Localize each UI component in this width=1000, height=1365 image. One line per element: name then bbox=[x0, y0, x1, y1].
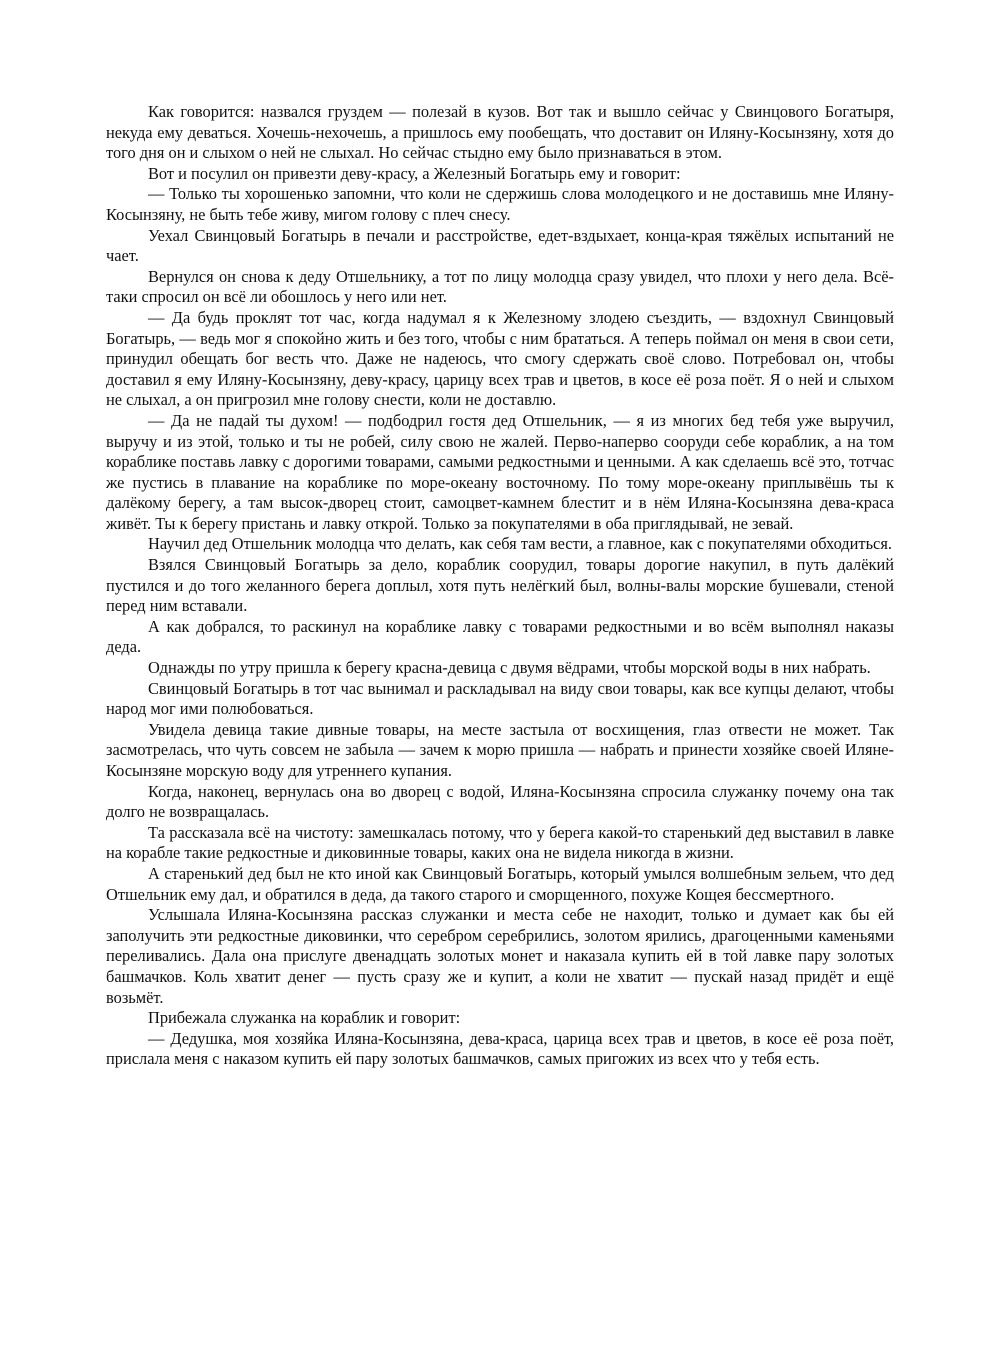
paragraph: А как добрался, то раскинул на кораблике лавку с товарами редкостными и во всём выполнял наказы деда. bbox=[106, 616, 894, 657]
paragraph: А старенький дед был не кто иной как Свинцовый Богатырь, который умылся волшебным зельем, что дед Отшельник ему дал, и обратился в деда, да такого старого и сморщенного, похуже Кощея бессмертного. bbox=[106, 863, 894, 904]
document-page bbox=[106, 102, 894, 1070]
paragraph: — Да не падай ты духом! — подбодрил гостя дед Отшельник, — я из многих бед тебя уже выручил, выручу и из этой, только и ты не робей, силу свою не жалей. Перво-наперво сооруди себе кораблик, а на том кораблике поставь лавку с дорогими товарами, самыми редкостными и ценными. А как сделаешь всё это, тотчас же пустись в плавание на кораблике по море-океану восточному. По тому море-океану приплывёшь ты к далёкому берегу, а там высок-дворец стоит, самоцвет-камнем блестит и в нём Иляна-Косынзяна дева-краса живёт. Ты к берегу пристань и лавку открой. Только за покупателями в оба приглядывай, не зевай. bbox=[106, 410, 894, 533]
paragraph: Однажды по утру пришла к берегу красна-девица с двумя вёдрами, чтобы морской воды в них набрать. bbox=[148, 658, 871, 678]
paragraph: Та рассказала всё на чистоту: замешкалась потому, что у берега какой-то старенький дед выставил в лавке на корабле такие редкостные и диковинные товары, каких она не видела никогда в жизни. bbox=[106, 822, 894, 863]
paragraph: Уехал Свинцовый Богатырь в печали и расстройстве, едет-вздыхает, конца-края тяжёлых испытаний не чает. bbox=[106, 225, 894, 266]
paragraph: Научил дед Отшельник молодца что делать, как себя там вести, а главное, как с покупателями обходиться. bbox=[148, 534, 892, 554]
paragraph: Вот и посулил он привезти деву-красу, а Железный Богатырь ему и говорит: bbox=[148, 163, 681, 183]
paragraph: Вернулся он снова к деду Отшельнику, а тот по лицу молодца сразу увидел, что плохи у него дела. Всё-таки спросил он всё ли обошлось у него или нет. bbox=[106, 266, 894, 307]
paragraph: Когда, наконец, вернулась она во дворец с водой, Иляна-Косынзяна спросила служанку почему она так долго не возвращалась. bbox=[106, 781, 894, 822]
paragraph: Услышала Иляна-Косынзяна рассказ служанки и места себе не находит, только и думает как бы ей заполучить эти редкостные диковинки, что серебром серебрились, золотом ярились, драгоценными каменьями переливались. Дала она прислуге двенадцать золотых монет и наказала купить ей в той лавке пару золотых башмачков. Коль хватит денег — пусть сразу же и купит, а коли не хватит — пускай назад придёт и ещё возьмёт. bbox=[106, 905, 894, 1007]
paragraph: — Дедушка, моя хозяйка Иляна-Косынзяна, дева-краса, царица всех трав и цветов, в косе её роза поёт, прислала меня с наказом купить ей пару золотых башмачков, самых пригожих из всех что у тебя есть. bbox=[106, 1028, 894, 1069]
paragraph: Как говорится: назвался груздем — полезай в кузов. Вот так и вышло сейчас у Свинцового Богатыря, некуда ему деваться. Хочешь-нехочешь, а пришлось ему пообещать, что доставит он Иляну-Косынзяну, хотя до того дня он и слыхом о ней не слыхал. Но сейчас стыдно ему было признаваться в этом. bbox=[106, 102, 894, 163]
paragraph: — Да будь проклят тот час, когда надумал я к Железному злодею съездить, — вздохнул Свинцовый Богатырь, — ведь мог я спокойно жить и без того, чтобы с ним брататься. А теперь поймал он меня в свои сети, принудил обещать бог весть что. Даже не надеюсь, что смогу сдержать своё слово. Потребовал он, чтобы доставил я ему Иляну-Косынзяну, деву-красу, царицу всех трав и цветов, в косе её роза поёт. Я о ней и слыхом не слыхал, а он пригрозил мне голову снести, коли не доставлю. bbox=[106, 307, 894, 410]
paragraph: Свинцовый Богатырь в тот час вынимал и раскладывал на виду свои товары, как все купцы делают, чтобы народ мог ими полюбоваться. bbox=[106, 678, 894, 719]
paragraph: Взялся Свинцовый Богатырь за дело, кораблик соорудил, товары дорогие накупил, в путь далёкий пустился и до того желанного берега доплыл, хотя путь нелёгкий был, волны-валы морские бушевали, стеной перед ним вставали. bbox=[106, 555, 894, 616]
paragraph: Прибежала служанка на кораблик и говорит: bbox=[148, 1008, 461, 1028]
paragraph: Увидела девица такие дивные товары, на месте застыла от восхищения, глаз отвести не может. Так засмотрелась, что чуть совсем не забыла — зачем к морю пришла — набрать и принести хозяйке своей Иляне-Косынзяне морскую воду для утреннего купания. bbox=[106, 719, 894, 780]
paragraph: — Только ты хорошенько запомни, что коли не сдержишь слова молодецкого и не доставишь мне Иляну-Косынзяну, не быть тебе живу, мигом голову с плеч снесу. bbox=[106, 184, 894, 224]
